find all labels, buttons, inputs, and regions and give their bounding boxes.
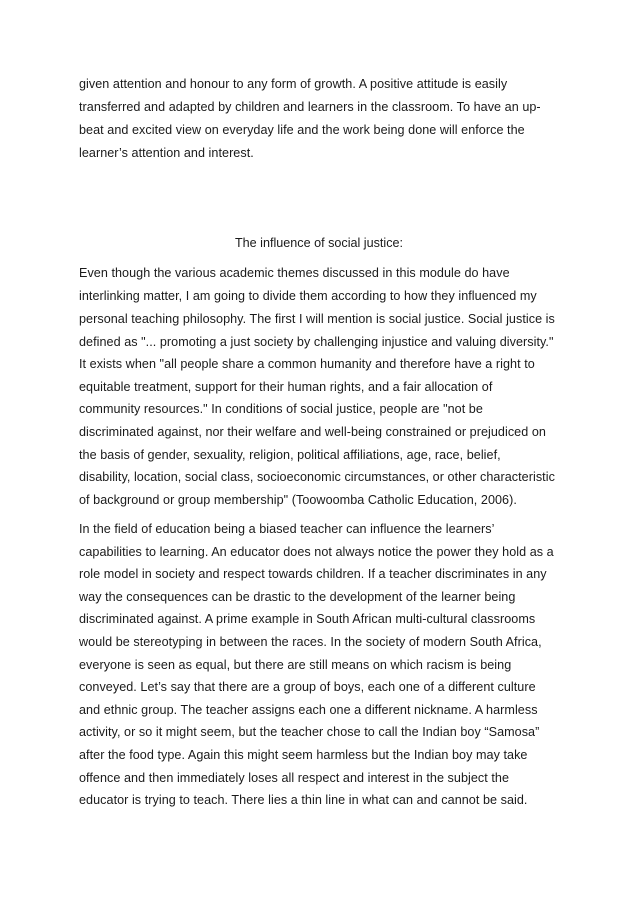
- text-line: defined as "... promoting a just society by challenging injustice and valuing diversity.": [79, 335, 554, 349]
- text-line: the basis of gender, sexuality, religion, political affiliations, age, race, belief,: [79, 448, 501, 462]
- text-line: interlinking matter, I am going to divide them according to how they influenced my: [79, 289, 537, 303]
- text-line: way the consequences can be drastic to the development of the learner being: [79, 590, 516, 604]
- text-line: In the field of education being a biased teacher can influence the learners’: [79, 522, 495, 536]
- text-line: offence and then immediately loses all respect and interest in the subject the: [79, 771, 510, 785]
- text-line: everyone is seen as equal, but there are still means on which racism is being: [79, 658, 512, 672]
- text-line: of background or group membership" (Toowoomba Catholic Education, 2006).: [79, 493, 517, 507]
- text-line: transferred and adapted by children and learners in the classroom. To have an up-: [79, 100, 541, 114]
- text-line: equitable treatment, support for their human rights, and a fair allocation of: [79, 380, 493, 394]
- text-line: Even though the various academic themes discussed in this module do have: [79, 266, 510, 280]
- text-line: role model in society and respect towards children. If a teacher discriminates in any: [79, 567, 547, 581]
- text-line: activity, or so it might seem, but the teacher chose to call the Indian boy “Samosa”: [79, 725, 540, 739]
- text-line: personal teaching philosophy. The first I will mention is social justice. Social justice is: [79, 312, 555, 326]
- text-line: after the food type. Again this might seem harmless but the Indian boy may take: [79, 748, 528, 762]
- text-line: learner’s attention and interest.: [79, 146, 254, 160]
- text-line: conveyed. Let’s say that there are a group of boys, each one of a different culture: [79, 680, 536, 694]
- text-line: disability, location, social class, socioeconomic circumstances, or other characteristic: [79, 470, 555, 484]
- text-line: beat and excited view on everyday life and the work being done will enforce the: [79, 123, 525, 137]
- text-line: It exists when "all people share a common humanity and therefore have a right to: [79, 357, 535, 371]
- text-line: discriminated against, nor their welfare and well-being constrained or prejudiced on: [79, 425, 546, 439]
- text-line: and ethnic group. The teacher assigns each one a different nickname. A harmless: [79, 703, 538, 717]
- text-line: given attention and honour to any form of growth. A positive attitude is easily: [79, 77, 508, 91]
- text-line: discriminated against. A prime example in South African multi-cultural classrooms: [79, 612, 536, 626]
- text-line: would be stereotyping in between the races. In the society of modern South Africa,: [79, 635, 542, 649]
- section-heading: The influence of social justice:: [234, 236, 403, 250]
- text-line: community resources." In conditions of social justice, people are "not be: [79, 402, 483, 416]
- text-line: educator is trying to teach. There lies a thin line in what can and cannot be said.: [79, 793, 528, 807]
- text-line: capabilities to learning. An educator does not always notice the power they hold as a: [79, 545, 554, 559]
